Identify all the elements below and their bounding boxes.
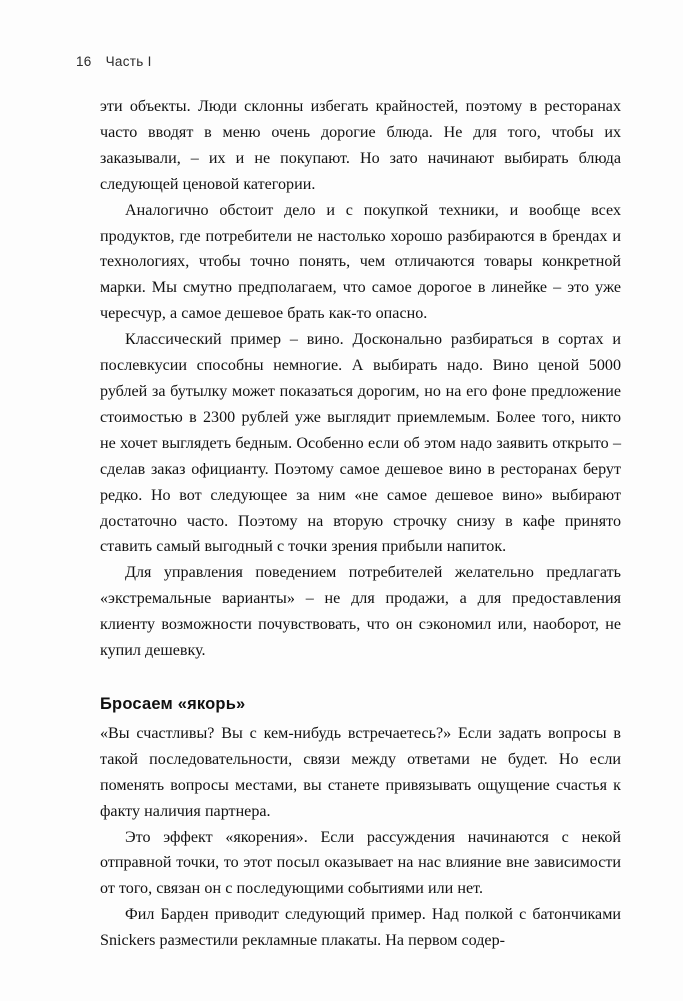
paragraph: Это эффект «якорения». Если рассуждения начинаются с некой отправной точки, то этот посыл оказывает на нас влияние вне зависимости от того, связан он с последующими событиями или нет.: [100, 828, 621, 898]
part-label: Часть I: [105, 54, 152, 69]
paragraph: эти объекты. Люди склонны избегать крайностей, поэтому в ресторанах часто вводят в меню очень дорогие блюда. Не для того, чтобы их заказывали, – их и не покупают. Но зато начинают выбирать блюда следующей ценовой категории.: [100, 98, 621, 193]
paragraph: Фил Барден приводит следующий пример. Над полкой с батончиками Snickers разместили рекламные плакаты. На первом содер-: [100, 906, 621, 950]
spacer: [100, 664, 621, 692]
paragraph: Для управления поведением потребителей желательно предлагать «экстремальные варианты» – не для продажи, а для предоставления клиенту возможности почувствовать, что он сэкономил или, наоборот, не купил дешевку.: [100, 564, 621, 660]
section-subheading: Бросаем «якорь»: [100, 694, 246, 713]
text-block: [100, 94, 621, 954]
paragraph: Классический пример – вино. Досконально разбираться в сортах и послевкусии способны немногие. А выбирать надо. Вино ценой 5000 рублей за бутылку может показаться дорогим, но на его фоне предложение стоимостью в 2300 рублей уже выглядит приемлемым. Более того, никто не хочет выглядеть бедным. Особенно если об этом надо заявить открыто – сделав заказ официанту. Поэтому самое дешевое вино в ресторанах берут редко. Но вот следующее за ним «не самое дешевое вино» выбирают достаточно часто. Поэтому на вторую строчку снизу в кафе принято ставить самый выгодный с точки зрения прибыли напиток.: [100, 331, 621, 556]
page-number: 16: [76, 54, 92, 69]
running-header: [76, 54, 152, 69]
paragraph: «Вы счастливы? Вы с кем-нибудь встречаетесь?» Если задать вопросы в такой последовательности, связи между ответами не будет. Но если поменять вопросы местами, вы станете привязывать ощущение счастья к факту наличия партнера.: [100, 724, 621, 820]
paragraph: Аналогично обстоит дело и с покупкой техники, и вообще всех продуктов, где потребители не настолько хорошо разбираются в брендах и технологиях, чтобы точно понять, чем отличаются товары конкретной марки. Мы смутно предполагаем, что самое дорогое в линейке – это уже чересчур, а самое дешевое брать как-то опасно.: [100, 201, 621, 323]
